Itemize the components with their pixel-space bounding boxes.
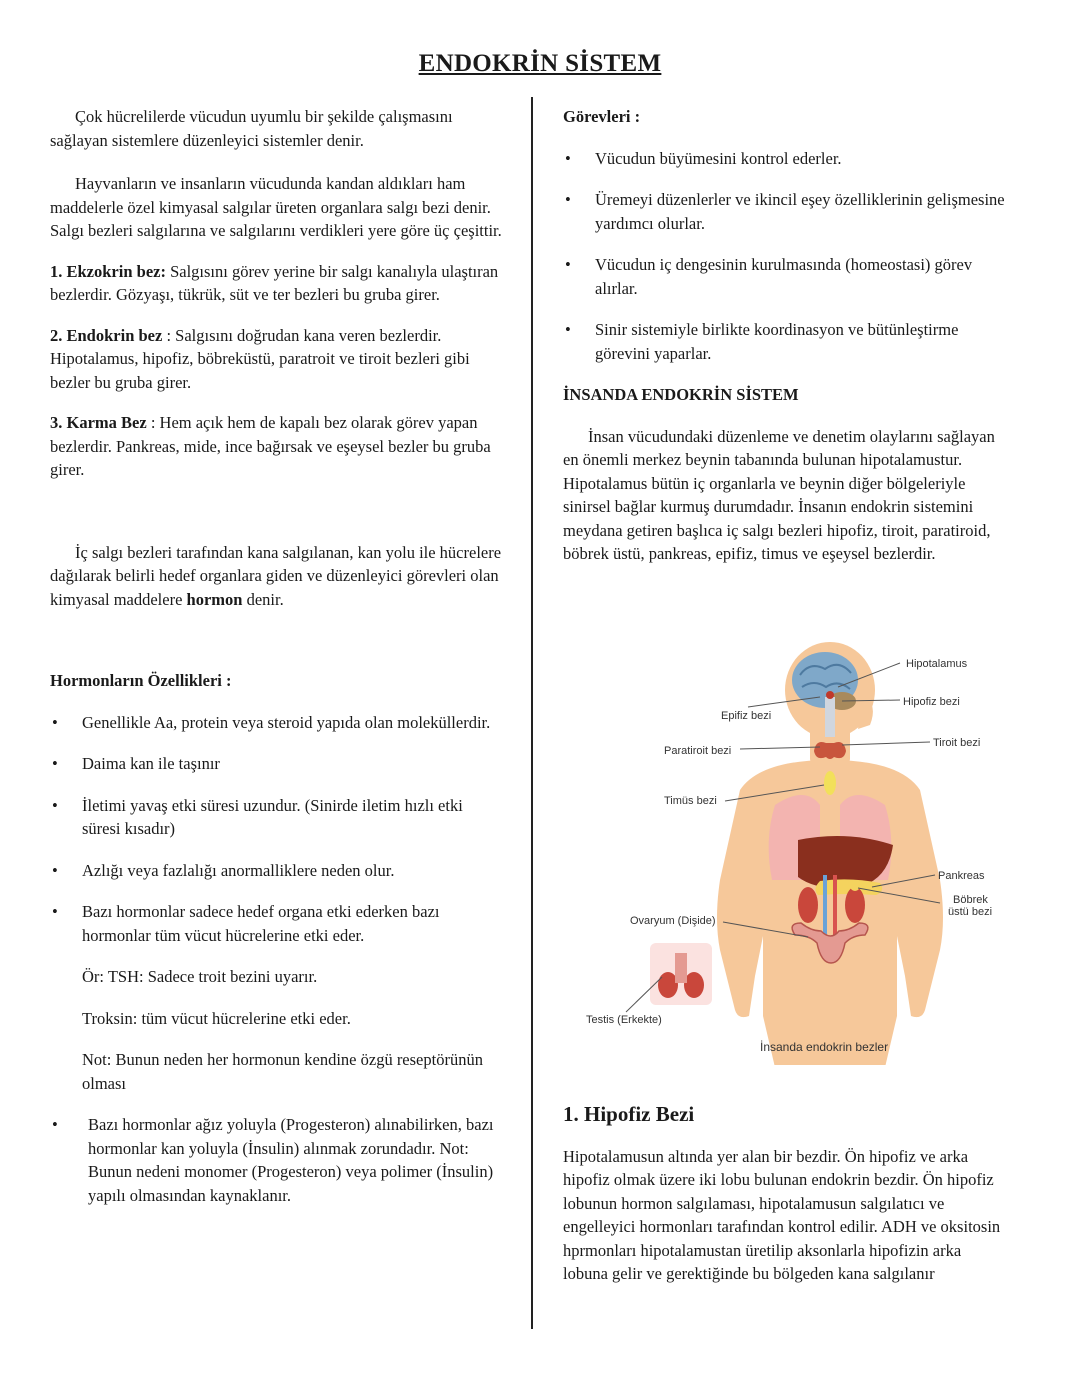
ekzokrin-paragraph bbox=[50, 260, 502, 307]
endocrine-figure bbox=[580, 635, 1010, 1065]
list-item: • Vücudun büyümesini kontrol ederler. bbox=[563, 147, 1010, 171]
label-bobrek-2: üstü bezi bbox=[948, 906, 993, 918]
example-troksin: Troksin: tüm vücut hücrelerine etki eder. bbox=[82, 1008, 351, 1028]
bullet-icon: • bbox=[52, 902, 58, 921]
thyroid-icon bbox=[814, 742, 846, 759]
ekzokrin-text: Salgısını görev yerine bir salgı kanalıyla ulaştıran bezlerdir. Gözyaşı, tükrük, süt ve ter bezleri bu gruba girer. bbox=[50, 261, 499, 304]
human-endocrine-heading: İNSANDA ENDOKRİN SİSTEM bbox=[563, 385, 799, 404]
props-list-2 bbox=[50, 1113, 502, 1207]
bullet-icon: • bbox=[52, 860, 58, 880]
thymus-icon bbox=[824, 771, 836, 795]
label-hipotalamus: Hipotalamus bbox=[906, 658, 968, 670]
label-bobrek-1: Böbrek bbox=[953, 894, 988, 906]
testis-icon bbox=[650, 943, 712, 1005]
list-item: • Sinir sistemiyle birlikte koordinasyon ve bütünleştirme görevini yaparlar. bbox=[565, 320, 959, 363]
karma-label: 3. Karma Bez bbox=[50, 413, 147, 432]
left-column bbox=[50, 105, 502, 1207]
endokrin-label: 2. Endokrin bez bbox=[50, 325, 163, 345]
bullet-icon: • bbox=[565, 190, 571, 209]
list-item: • Bazı hormonlar ağız yoluyla (Progesteron) alınabilirken, bazı hormonlar kan yoluyla (İnsulin) alınmak zorundadır. Not: Bunun nedeni monomer (Progesteron) veya polimer (İnsulin) yapılı olmasından kaynaklanır. bbox=[52, 1115, 494, 1205]
endokrin-paragraph bbox=[50, 324, 502, 395]
label-pankreas: Pankreas bbox=[938, 870, 985, 882]
bullet-icon: • bbox=[565, 148, 571, 168]
duties-list bbox=[563, 147, 1010, 366]
intro-paragraph-1: Çok hücrelilerde vücudun uyumlu bir şekilde çalışmasını sağlayan sistemlere düzenleyici sistemler denir. bbox=[50, 107, 453, 150]
label-tiroit: Tiroit bezi bbox=[933, 737, 981, 749]
intro-paragraph-2: Hayvanların ve insanların vücudunda kandan aldıkları ham maddelerle özel kimyasal salgılar üreten organlara salgı bezi denir. Salgı bezleri salgılarına ve salgılarını verdikleri yere göre üç çeşittir. bbox=[50, 174, 502, 240]
props-heading: Hormonların Özellikleri : bbox=[50, 671, 232, 690]
right-column bbox=[563, 105, 1010, 566]
endokrin-text: : Salgısını doğrudan kana veren bezlerdir. Hipotalamus, hipofiz, böbreküstü, paratroit ve tiroit bezleri gibi bezler bu gruba girer. bbox=[50, 325, 470, 392]
label-timus: Timüs bezi bbox=[664, 795, 717, 807]
adrenal-icon bbox=[850, 881, 860, 891]
label-paratiroit: Paratiroit bezi bbox=[664, 745, 732, 757]
list-item: • Üremeyi düzenlerler ve ikincil eşey özelliklerinin gelişmesine yardımcı olurlar. bbox=[565, 190, 1005, 233]
hipofiz-section bbox=[563, 1103, 1010, 1286]
list-item: • Daima kan ile taşınır bbox=[50, 752, 502, 776]
bullet-icon: • bbox=[52, 754, 58, 773]
bullet-icon: • bbox=[565, 320, 571, 339]
karma-text: : Hem açık hem de kapalı bez olarak görev yapan bezlerdir. Pankreas, mide, ince bağırsak ve eşeysel bezler bu gruba girer. bbox=[50, 413, 491, 479]
list-item: • İletimi yavaş etki süresi uzundur. (Sinirde iletim hızlı etki süresi kısadır) bbox=[52, 795, 463, 838]
list-item: • Vücudun iç dengesinin kurulmasında (homeostasi) görev alırlar. bbox=[565, 255, 973, 298]
column-divider bbox=[531, 97, 533, 1329]
human-endocrine-text: İnsan vücudundaki düzenleme ve denetim olaylarını sağlayan en önemli merkez beynin tabanında bulunan hipotalamustur. Hipotalamus bütün iç organlarla ve beynin diğer bölgeleriyle sinirsel bağlar kurmuş durumdadır. İnsanın endokrin sistemini meydana getiren başlıca iç salgı bezleri hipofiz, tiroit, paratiroid, böbrek üstü, pankreas, epifiz, timus ve eşeysel bezlerdir. bbox=[563, 426, 995, 563]
page-title: ENDOKRİN SİSTEM bbox=[418, 50, 662, 77]
label-testis: Testis (Erkekte) bbox=[586, 1014, 662, 1026]
label-epifiz: Epifiz bezi bbox=[721, 710, 772, 722]
example-tsh: Ör: TSH: Sadece troit bezini uyarır. bbox=[82, 967, 318, 986]
bullet-icon: • bbox=[52, 1115, 58, 1134]
karma-paragraph bbox=[50, 411, 502, 482]
hormon-definition bbox=[50, 541, 502, 612]
label-hipofiz: Hipofiz bezi bbox=[903, 696, 960, 708]
props-list bbox=[50, 711, 502, 948]
list-item: • Genellikle Aa, protein veya steroid yapıda olan moleküllerdir. bbox=[50, 711, 502, 735]
hipofiz-text: Hipotalamusun altında yer alan bir bezdir. Ön hipofiz ve arka hipofiz olmak üzere iki lobu bulunan endokrin bezdir. Ön hipofiz lobunun hormon salgılaması, hipotalamusun salgılatıcı ve engelleyici hormonları tarafından kontrol edilir. ADH ve oksitosin hprmonları hipotalamustan üretilip aksonlarla hipofizin arka lobuna gelir ve gerektiğinde bu bölgeden kana salgılanır bbox=[563, 1146, 1001, 1283]
ekzokrin-label: 1. Ekzokrin bez: bbox=[50, 261, 166, 281]
duties-heading: Görevleri : bbox=[563, 107, 641, 126]
hipofiz-heading: 1. Hipofiz Bezi bbox=[563, 1102, 695, 1126]
hormon-word: hormon bbox=[186, 589, 243, 609]
figure-caption: İnsanda endokrin bezler bbox=[760, 1040, 889, 1054]
bullet-icon: • bbox=[52, 712, 58, 732]
note-receptor: Not: Bunun neden her hormonun kendine özgü reseptörünün olması bbox=[82, 1050, 483, 1093]
hormon-post: denir. bbox=[242, 589, 284, 609]
label-ovaryum: Ovaryum (Dişide) bbox=[630, 915, 716, 927]
list-item: • Azlığı veya fazlalığı anormalliklere neden olur. bbox=[50, 859, 502, 883]
list-item: • Bazı hormonlar sadece hedef organa etki ederken bazı hormonlar tüm vücut hücrelerine etki eder. bbox=[52, 902, 440, 945]
hormon-pre: İç salgı bezleri tarafından kana salgılanan, kan yolu ile hücrelere dağılarak belirli hedef organlara giden ve düzenleyici görevleri olan kimyasal maddelere bbox=[50, 542, 502, 609]
bullet-icon: • bbox=[52, 795, 58, 815]
bullet-icon: • bbox=[565, 255, 571, 274]
